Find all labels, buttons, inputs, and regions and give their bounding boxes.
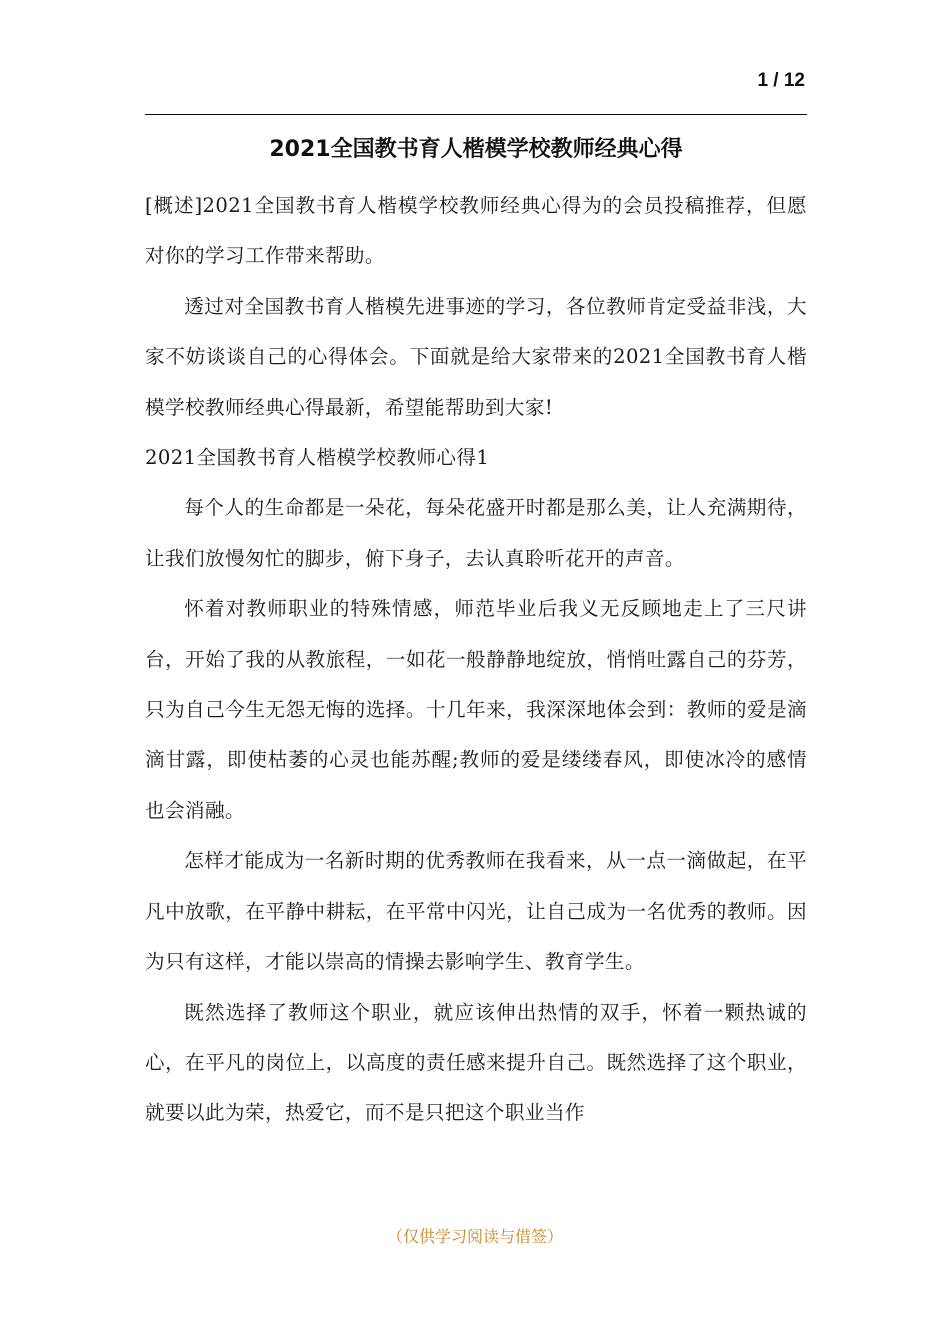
page-number: 1 / 12 [757, 70, 805, 91]
header-divider [145, 114, 807, 115]
section-heading: 2021全国教书育人楷模学校教师心得1 [145, 446, 490, 470]
paragraph: 既然选择了教师这个职业，就应该伸出热情的双手，怀着一颗热诚的心，在平凡的岗位上，以高度的责任感来提升自己。既然选择了这个职业，就要以此为荣，热爱它，而不是只把这个职业当作 [145, 1000, 807, 1125]
paragraph: 怎样才能成为一名新时期的优秀教师在我看来，从一点一滴做起，在平凡中放歌，在平静中耕耘，在平常中闪光，让自己成为一名优秀的教师。因为只有这样，才能以崇高的情操去影响学生、教育学生。 [145, 849, 807, 974]
paragraph: 每个人的生命都是一朵花，每朵花盛开时都是那么美，让人充满期待，让我们放慢匆忙的脚步，俯下身子，去认真聆听花开的声音。 [145, 496, 807, 570]
paragraph: 怀着对教师职业的特殊情感，师范毕业后我义无反顾地走上了三尺讲台，开始了我的从教旅程，一如花一般静静地绽放，悄悄吐露自己的芬芳，只为自己今生无怨无悔的选择。十几年来，我深深地体会到：教师的爱是滴滴甘露，即使枯萎的心灵也能苏醒;教师的爱是缕缕春风，即使冰冷的感情也会消融。 [145, 597, 807, 822]
paragraph: 透过对全国教书育人楷模先进事迹的学习，各位教师肯定受益非浅，大家不妨谈谈自己的心得体会。下面就是给大家带来的2021全国教书育人楷模学校教师经典心得最新，希望能帮助到大家! [145, 294, 807, 419]
footer-note: （仅供学习阅读与借签） [386, 1227, 563, 1246]
paragraph-summary: [概述]2021全国教书育人楷模学校教师经典心得为的会员投稿推荐，但愿对你的学习工作带来帮助。 [145, 194, 807, 268]
document-body [145, 181, 807, 1139]
document-title: 2021全国教书育人楷模学校教师经典心得 [269, 137, 683, 162]
